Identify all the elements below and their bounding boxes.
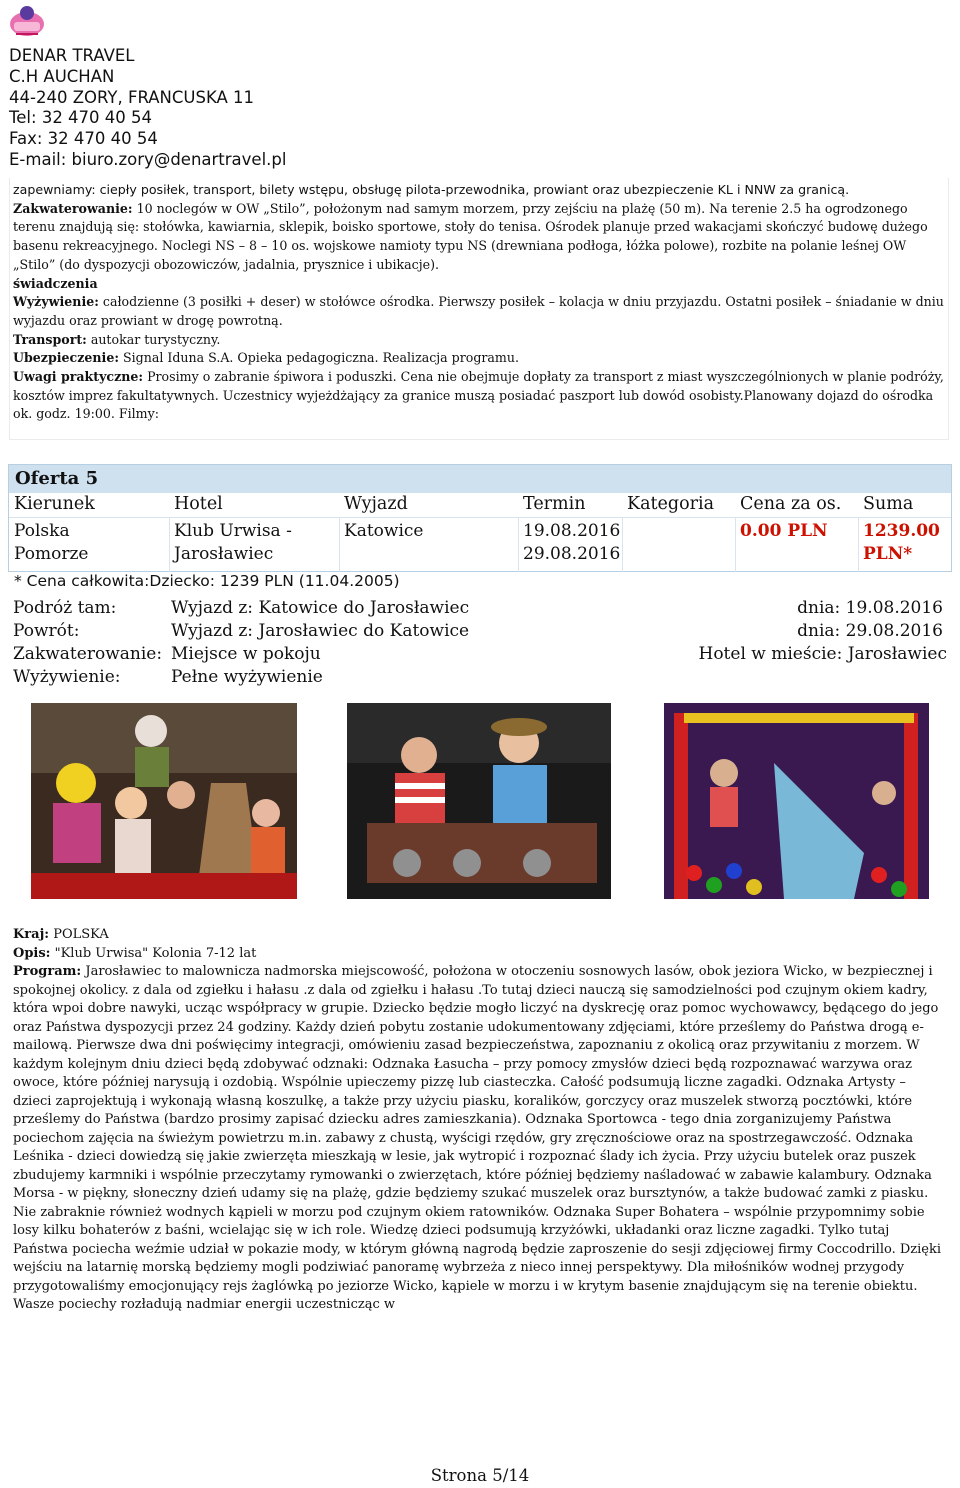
- offer-header-row: [9, 493, 951, 517]
- page-number: Strona 5/14: [430, 1466, 530, 1485]
- agency-contact: [9, 46, 286, 171]
- photo-costume-party: [31, 703, 297, 899]
- cell-wyjazd: Katowice: [344, 521, 424, 541]
- cell-termin: 19.08.2016 29.08.2016: [523, 521, 621, 564]
- col-termin: Termin: [523, 494, 586, 514]
- agency-fax: Fax: 32 470 40 54: [9, 129, 158, 149]
- trip-out-value: Wyjazd z: Katowice do Jarosławiec: [171, 598, 470, 618]
- col-wyjazd: Wyjazd: [344, 494, 408, 514]
- col-suma: Suma: [863, 494, 914, 514]
- desc-accommodation: Zakwaterowanie: 10 noclegów w OW „Stilo”, położonym nad samym morzem, przy zejściu na plażę (50 m). Na terenie 2.5 ha ogrodzonego terenu znajdują się: stołówka, kawiarnia, sklepik, boisko sportowe, stoły do tenisa. Ośrodek planuje przed wakacjami skończyć budowę dużego basenu rekreacyjnego. Noclegi NS – 8 – 10 os. wojskowe namioty typu NS (drewniana podłoga, łóżka polowe), rozbite na polanie leśnej OW „Stilo” (do dyspozycji obozowiczów, jadalnia, prysznice i ubikacje).: [13, 200, 928, 272]
- agency-name: DENAR TRAVEL: [9, 46, 135, 65]
- offer-title: Oferta 5: [9, 465, 951, 493]
- detail-description: Opis: "Klub Urwisa" Kolonia 7-12 lat: [13, 945, 257, 961]
- photo-ball-pit: [664, 703, 929, 899]
- agency-phone: Tel: 32 470 40 54: [9, 108, 153, 128]
- offer-description: [9, 178, 949, 440]
- agency-email[interactable]: E-mail: biuro.zory@denartravel.pl: [9, 149, 287, 169]
- offer-table: [8, 464, 952, 572]
- trip-out-label: Podróż tam:: [13, 598, 117, 618]
- trip-accommodation-label: Zakwaterowanie:: [13, 644, 163, 664]
- trip-return-date: dnia: 29.08.2016: [797, 621, 943, 641]
- trip-accommodation-value: Miejsce w pokoju: [171, 644, 321, 664]
- trip-meals-value: Pełne wyżywienie: [171, 667, 323, 687]
- trip-return-value: Wyjazd z: Jarosławiec do Katowice: [171, 621, 470, 641]
- cell-hotel: Klub Urwisa - Jarosławiec: [174, 521, 292, 564]
- denar-travel-logo: [8, 4, 46, 38]
- desc-transport: Transport: autokar turystyczny.: [13, 331, 221, 347]
- trip-hotel-city: Hotel w mieście: Jarosławiec: [698, 644, 947, 664]
- col-kierunek: Kierunek: [14, 494, 95, 514]
- agency-address: 44-240 ZORY, FRANCUSKA 11: [9, 87, 255, 107]
- cell-kierunek: Polska Pomorze: [14, 521, 89, 564]
- detail-country: Kraj: POLSKA: [13, 927, 109, 942]
- desc-intro: zapewniamy: ciepły posiłek, transport, bilety wstępu, obsługę pilota-przewodnika, prowiant oraz ubezpieczenie KL i NNW za granicą.: [13, 182, 850, 197]
- trip-out-date: dnia: 19.08.2016: [797, 598, 943, 618]
- total-price-note: * Cena całkowita:Dziecko: 1239 PLN (11.04.2005): [14, 572, 400, 590]
- trip-meals-label: Wyżywienie:: [13, 667, 121, 687]
- desc-meals: Wyżywienie: całodzienne (3 posiłki + deser) w stołówce ośrodka. Pierwszy posiłek – kolacja w dniu przyjazdu. Ostatni posiłek – śniadanie w dniu wyjazdu oraz prowiant w drogę powrotną.: [13, 294, 944, 328]
- desc-insurance: Ubezpieczenie: Signal Iduna S.A. Opieka pedagogiczna. Realizacja programu.: [13, 350, 519, 366]
- col-hotel: Hotel: [174, 494, 223, 514]
- photo-children-engine: [347, 703, 611, 899]
- offer-details: [13, 926, 945, 1315]
- col-kategoria: Kategoria: [627, 494, 715, 514]
- trip-return-label: Powrót:: [13, 621, 80, 641]
- desc-notes: Uwagi praktyczne: Prosimy o zabranie śpiwora i poduszki. Cena nie obejmuje dopłaty za transport z miast wyszczególnionych w planie podróży, kosztów imprez fakultatywnych. Uczestnicy wyjeżdżający za granice muszą posiadać paszport lub dowód osobisty.Planowany dojazd do ośrodka ok. godz. 19:00. Filmy:: [13, 369, 944, 422]
- cell-suma: 1239.00 PLN*: [863, 521, 940, 564]
- agency-location: C.H AUCHAN: [9, 66, 115, 86]
- col-cena: Cena za os.: [740, 494, 842, 514]
- cell-cena: 0.00 PLN: [740, 521, 828, 541]
- detail-program: Program: Jarosławiec to malownicza nadmorska miejscowość, położona w otoczeniu sosnowych lasów, obok jeziora Wicko, w bezpiecznej i spokojnej okolicy. z dala od zgiełku i hałasu .z dala od zgiełku i hałasu .To tutaj dzieci nauczą się samodzielności pod czujnym okiem kadry, która wpoi dobre nawyki, ucząc współpracy w grupie. Dziecko będzie mogło liczyć na dyskrecję oraz pomoc wychowawcy, będącego do jego oraz Państwa dyspozycji przez 24 godziny. Każdy dzień pobytu zostanie udokumentowany zdjęciami, które prześlemy do Państwa drogą e-mailową. Pierwsze dwa dni poświęcimy integracji, omówieniu zasad bezpieczeństwa, zapoznaniu z okolicą oraz przywitaniu z morzem. W każdym kolejnym dniu dzieci będą zdobywać odznaki: Odznaka Łasucha – przy pomocy zmysłów dzieci będą rozpoznawać warzywa oraz owoce, które później narysują i ozdobią. Wspólnie upieczemy pizzę lub ciasteczka. Całość podsumują liczne zagadki. Odznaka Artysty – dzieci zaprojektują i wykonają własną koszulkę, a także przy użyciu piasku, koralików, gorczycy oraz muszelek stworzą pocztówki, które prześlemy do Państwa (bardzo prosimy zapisać dziecku adres zamieszkania). Odznaka Sportowca - tego dnia zorganizujemy Państwa pociechom zajęcia na świeżym powietrzu m.in. zabawy z chustą, wyścigi rzędów, gry zręcznościowe oraz na spostrzegawczość. Odznaka Leśnika - dzieci dowiedzą się jakie zwierzęta mieszkają w lesie, jak wytropić i rozpoznać ślady ich życia. Przy użyciu butelek oraz puszek zbudujemy karmniki i wspólnie przeczytamy rymowanki o zwierzętach, które później będziemy naśladować w zabawie kalambury. Odznaka Morsa - w piękny, słoneczny dzień udamy się na plażę, gdzie będziemy szukać muszelek oraz bursztynów, a także budować zamki z piasku. Nie zabraknie również wodnych kąpieli w morzu pod czujnym okiem ratowników. Odznaka Super Bohatera – wspólnie przypomnimy sobie losy kilku bohaterów z baśni, wcielając się w ich role. Wiedzę dzieci podsumują krzyżówki, układanki oraz liczne zagadki. Tylko tutaj Państwa pociecha weźmie udział w pokazie mody, w którym główną nagrodą będzie zaproszenie do sesji zdjęciowej firmy Coccodrillo. Dzięki wejściu na latarnię morską będziemy mogli podziwiać panoramę wybrzeża z nieco innej perspektywy. Dla miłośników wodnej przygody przygotowaliśmy emocjonujący rejs żaglówką po jeziorze Wicko, kąpiele w morzu i w krytym basenie znajdującym się na terenie obiektu. Wasze pociechy rozładują nadmiar energii uczestnicząc w: [13, 964, 942, 1312]
- desc-services-heading: świadczenia: [13, 275, 98, 291]
